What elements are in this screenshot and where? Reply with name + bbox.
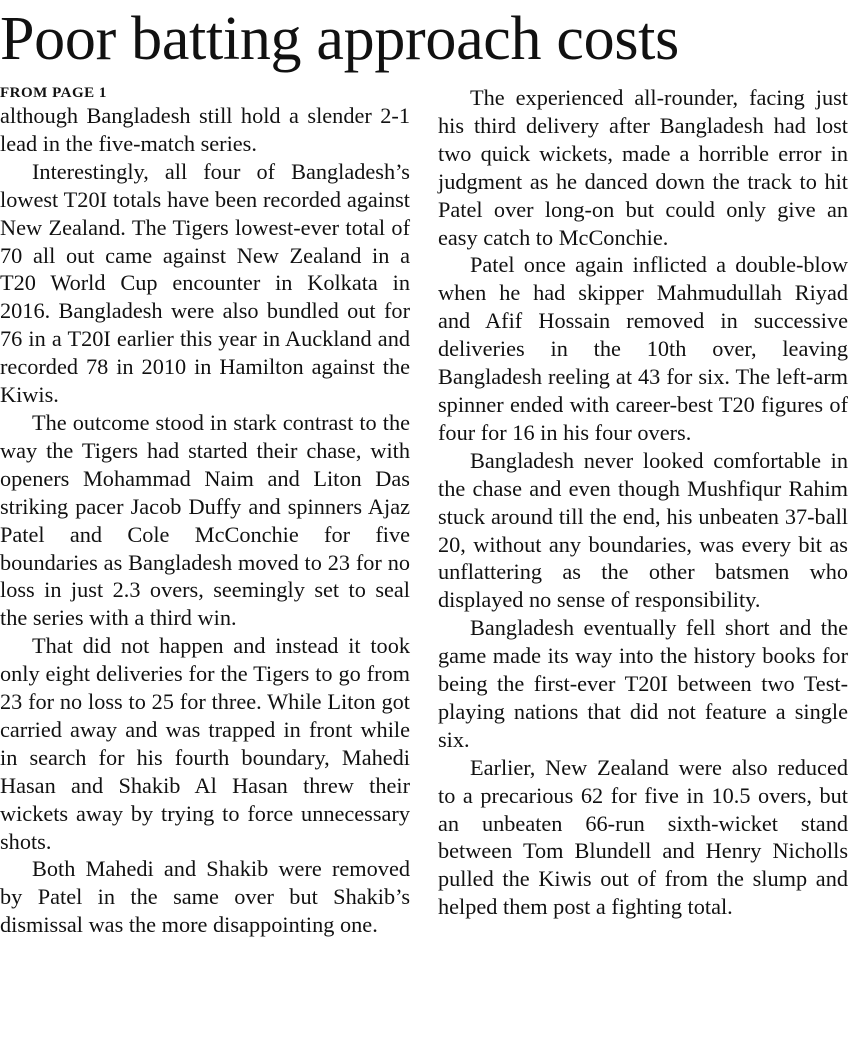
paragraph: Patel once again inflicted a double-blow when he had skipper Mahmudullah Riyad and Afif Hossain removed in successive deliveries in the 10th over, leaving Bangladesh reeling at 43 for six. The left-arm spinner ended with career-best T20 figures of four for 16 in his four overs. — [438, 252, 848, 445]
right-column — [438, 84, 848, 921]
paragraph: The outcome stood in stark contrast to the way the Tigers had started their chase, with openers Mohammad Naim and Liton Das striking pacer Jacob Duffy and spinners Ajaz Patel and Cole McConchie for five boundaries as Bangladesh moved to 23 for no loss in just 2.3 overs, seemingly set to seal the series with a third win. — [0, 409, 410, 631]
paragraph: Bangladesh never looked comfortable in the chase and even though Mushfiqur Rahim stuck around till the end, his unbeaten 37-ball 20, without any boundaries, was every bit as unflattering as the other batsmen who displayed no sense of responsibility. — [438, 447, 848, 613]
headline: Poor batting approach costs — [0, 5, 679, 73]
paragraph: Both Mahedi and Shakib were removed by Patel in the same over but Shakib’s dismissal was the more disappointing one. — [0, 856, 410, 938]
paragraph: although Bangladesh still hold a slender 2-1 lead in the five-match series. — [0, 103, 410, 156]
paragraph: Bangladesh eventually fell short and the game made its way into the history books for being the first-ever T20I between two Test-playing nations that did not feature a single six. — [438, 615, 848, 752]
paragraph: That did not happen and instead it took only eight deliveries for the Tigers to go from 23 for no loss to 25 for three. While Liton got carried away and was trapped in front while in search for his fourth boundary, Mahedi Hasan and Shakib Al Hasan threw their wickets away by trying to force unnecessary shots. — [0, 633, 410, 854]
paragraph: The experienced all-rounder, facing just his third delivery after Bangladesh had lost two quick wickets, made a horrible error in judgment as he danced down the track to hit Patel over long-on but could only give an easy catch to McConchie. — [438, 85, 848, 250]
kicker: FROM PAGE 1 — [0, 85, 107, 101]
paragraph: Earlier, New Zealand were also reduced to a precarious 62 for five in 10.5 overs, but an unbeaten 66-run sixth-wicket stand between Tom Blundell and Henry Nicholls pulled the Kiwis out of from the slump and helped them post a fighting total. — [438, 754, 848, 920]
left-column — [0, 84, 410, 939]
paragraph: Interestingly, all four of Bangladesh’s lowest T20I totals have been recorded against New Zealand. The Tigers lowest-ever total of 70 all out came against New Zealand in a T20 World Cup encounter in Kolkata in 2016. Bangladesh were also bundled out for 76 in a T20I earlier this year in Auckland and recorded 78 in 2010 in Hamilton against the Kiwis. — [0, 158, 410, 408]
